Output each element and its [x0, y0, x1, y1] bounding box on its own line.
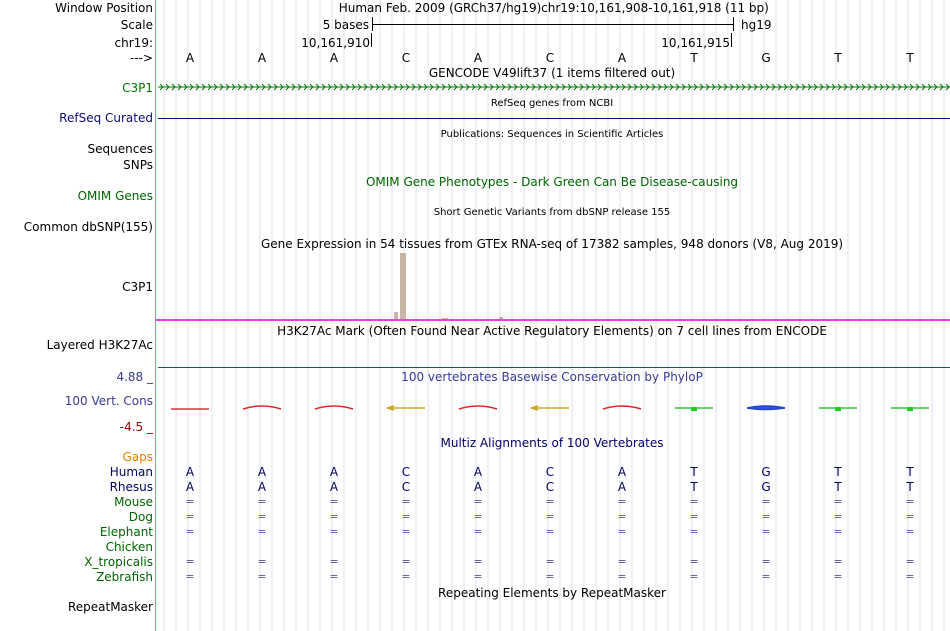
alignment-match: =: [545, 570, 555, 583]
window-position-label: Window Position: [55, 1, 153, 15]
multiz-track-title: Multiz Alignments of 100 Vertebrates: [440, 436, 664, 450]
alignment-base: A: [185, 480, 195, 494]
chrom-label: chr19:: [114, 36, 153, 50]
publications-track-title: Publications: Sequences in Scientific Articles: [440, 129, 664, 140]
gtex-tissue-bar: [499, 317, 503, 319]
alignment-match: =: [401, 525, 411, 538]
alignment-match: =: [257, 570, 267, 583]
alignment-base: A: [329, 480, 339, 494]
alignment-match: =: [617, 555, 627, 568]
dbsnp-track-title: Short Genetic Variants from dbSNP release 155: [433, 207, 671, 218]
alignment-base: T: [690, 465, 698, 479]
omim-track-title: OMIM Gene Phenotypes - Dark Green Can Be Disease-causing: [365, 175, 739, 189]
phylop-score-block: [691, 407, 697, 411]
gtex-tissue-bar: [394, 312, 398, 319]
window-position-text: chr19:10,161,908-10,161,918 (11 bp): [541, 1, 769, 15]
alignment-match: =: [617, 495, 627, 508]
alignment-match: =: [689, 495, 699, 508]
alignment-match: =: [689, 555, 699, 568]
alignment-match: =: [185, 495, 195, 508]
phylop-score-mark: [603, 406, 641, 409]
alignment-base: A: [617, 480, 627, 494]
refseq-track-title: RefSeq genes from NCBI: [490, 98, 614, 109]
alignment-base: C: [545, 480, 555, 494]
phylop-max-label: 4.88 _: [116, 370, 153, 384]
alignment-base: A: [617, 465, 627, 479]
alignment-match: =: [761, 570, 771, 583]
phylop-score-mark: [531, 406, 569, 410]
track-label-repeatmasker[interactable]: RepeatMasker: [67, 600, 153, 614]
alignment-base: A: [257, 465, 267, 479]
phylop-track-title: 100 vertebrates Basewise Conservation by PhyloP: [401, 370, 703, 384]
alignment-match: =: [473, 525, 483, 538]
alignment-base: A: [257, 480, 267, 494]
alignment-match: =: [905, 555, 915, 568]
alignment-match: =: [257, 525, 267, 538]
alignment-match: =: [401, 495, 411, 508]
alignment-base: T: [906, 480, 914, 494]
phylop-score-mark: [243, 406, 281, 409]
alignment-match: =: [833, 510, 843, 523]
gtex-bar-plot[interactable]: [156, 250, 950, 324]
gtex-tissue-bar: [442, 318, 448, 319]
phylop-score-mark: [315, 406, 353, 409]
alignment-match: =: [473, 555, 483, 568]
alignment-match: =: [545, 495, 555, 508]
base-letter: A: [185, 51, 195, 65]
track-label-phylop[interactable]: 100 Vert. Cons: [64, 394, 153, 408]
species-label-mouse: Mouse: [114, 495, 153, 509]
phylop-min-label: -4.5 _: [119, 420, 153, 434]
h3k27ac-track-title: H3K27Ac Mark (Often Found Near Active Regulatory Elements) on 7 cell lines from ENCODE: [277, 324, 827, 338]
alignment-base: A: [329, 465, 339, 479]
species-label-rhesus: Rhesus: [109, 480, 153, 494]
alignment-base: C: [545, 465, 555, 479]
h3k27ac-baseline: [158, 367, 950, 368]
alignment-match: =: [401, 555, 411, 568]
alignment-match: =: [473, 570, 483, 583]
alignment-match: =: [185, 555, 195, 568]
track-label-snps[interactable]: SNPs: [123, 158, 153, 172]
track-label-omim[interactable]: OMIM Genes: [77, 189, 153, 203]
track-label-gtex[interactable]: C3P1: [122, 280, 153, 294]
coord-right: 10,161,915: [661, 36, 730, 50]
track-label-refseq[interactable]: RefSeq Curated: [59, 111, 153, 125]
alignment-match: =: [617, 570, 627, 583]
alignment-match: =: [761, 525, 771, 538]
phylop-score-block: [907, 407, 913, 411]
alignment-match: =: [185, 510, 195, 523]
refseq-gene-line[interactable]: [158, 118, 950, 119]
alignment-base: G: [761, 465, 771, 479]
alignment-match: =: [833, 495, 843, 508]
phylop-wiggle-plot[interactable]: [156, 398, 950, 418]
track-label-sequences[interactable]: Sequences: [87, 142, 153, 156]
alignment-match: =: [689, 570, 699, 583]
alignment-match: =: [329, 555, 339, 568]
repeatmasker-track-title: Repeating Elements by RepeatMasker: [438, 586, 666, 600]
alignment-match: =: [185, 570, 195, 583]
alignment-match: =: [257, 510, 267, 523]
alignment-match: =: [329, 570, 339, 583]
alignment-base: T: [834, 480, 842, 494]
alignment-base: G: [761, 480, 771, 494]
alignment-match: =: [329, 525, 339, 538]
alignment-match: =: [257, 555, 267, 568]
species-label-human: Human: [109, 465, 153, 479]
gencode-gene-feature[interactable]: [158, 82, 950, 92]
alignment-match: =: [401, 570, 411, 583]
track-label-h3k27ac[interactable]: Layered H3K27Ac: [46, 338, 153, 352]
alignment-base: A: [185, 465, 195, 479]
alignment-base: T: [690, 480, 698, 494]
alignment-match: =: [329, 510, 339, 523]
phylop-score-block: [835, 407, 841, 411]
base-letter: A: [617, 51, 627, 65]
alignment-match: =: [473, 510, 483, 523]
coord-right-tick: [731, 33, 732, 47]
species-label-chicken: Chicken: [105, 540, 153, 554]
alignment-match: =: [545, 525, 555, 538]
alignment-match: =: [689, 510, 699, 523]
species-label-zebrafish: Zebrafish: [96, 570, 153, 584]
gtex-track-title: Gene Expression in 54 tissues from GTEx RNA-seq of 17382 samples, 948 donors (V8, Aug 2019): [260, 237, 844, 251]
alignment-match: =: [617, 525, 627, 538]
alignment-match: =: [905, 570, 915, 583]
base-letter: T: [690, 51, 698, 65]
base-letter: T: [834, 51, 842, 65]
species-label-elephant: Elephant: [99, 525, 153, 539]
alignment-match: =: [833, 555, 843, 568]
coord-left: 10,161,910: [301, 36, 370, 50]
track-label-dbsnp[interactable]: Common dbSNP(155): [23, 220, 153, 234]
phylop-score-mark: [747, 406, 785, 410]
alignment-base: C: [401, 465, 411, 479]
base-letter: A: [329, 51, 339, 65]
base-letter: A: [473, 51, 483, 65]
alignment-base: T: [834, 465, 842, 479]
alignment-match: =: [761, 555, 771, 568]
alignment-match: =: [545, 510, 555, 523]
alignment-match: =: [185, 525, 195, 538]
alignment-base: C: [401, 480, 411, 494]
species-label-dog: Dog: [128, 510, 153, 524]
base-letter: G: [761, 51, 771, 65]
alignment-match: =: [761, 510, 771, 523]
alignment-base: A: [473, 465, 483, 479]
alignment-match: =: [257, 495, 267, 508]
scale-db-text: hg19: [741, 18, 772, 32]
alignment-match: =: [761, 495, 771, 508]
base-letter: A: [257, 51, 267, 65]
alignment-match: =: [473, 495, 483, 508]
alignment-base: T: [906, 465, 914, 479]
alignment-match: =: [329, 495, 339, 508]
track-label-gencode[interactable]: C3P1: [122, 81, 153, 95]
alignment-base: A: [473, 480, 483, 494]
alignment-match: =: [905, 495, 915, 508]
species-label-x_tropicalis: X_tropicalis: [84, 555, 153, 569]
phylop-score-mark: [387, 406, 425, 410]
base-letter: C: [545, 51, 555, 65]
base-letter: T: [906, 51, 914, 65]
alignment-match: =: [833, 525, 843, 538]
alignment-match: =: [617, 510, 627, 523]
alignment-match: =: [545, 555, 555, 568]
phylop-score-mark: [459, 406, 497, 409]
assembly-title: Human Feb. 2009 (GRCh37/hg19): [338, 1, 542, 15]
alignment-match: =: [905, 510, 915, 523]
alignment-match: =: [833, 570, 843, 583]
gencode-track-title: GENCODE V49lift37 (1 items filtered out): [428, 66, 676, 80]
scale-bases-text: 5 bases: [322, 18, 369, 32]
base-letter: C: [401, 51, 411, 65]
gtex-tissue-bar: [400, 253, 406, 319]
track-label-gaps: Gaps: [122, 450, 153, 464]
coord-left-tick: [371, 33, 372, 47]
alignment-match: =: [401, 510, 411, 523]
scale-label: Scale: [120, 18, 153, 32]
gtex-baseline: [156, 319, 950, 321]
strand-arrow-label: --->: [129, 51, 153, 65]
alignment-match: =: [689, 525, 699, 538]
alignment-match: =: [905, 525, 915, 538]
